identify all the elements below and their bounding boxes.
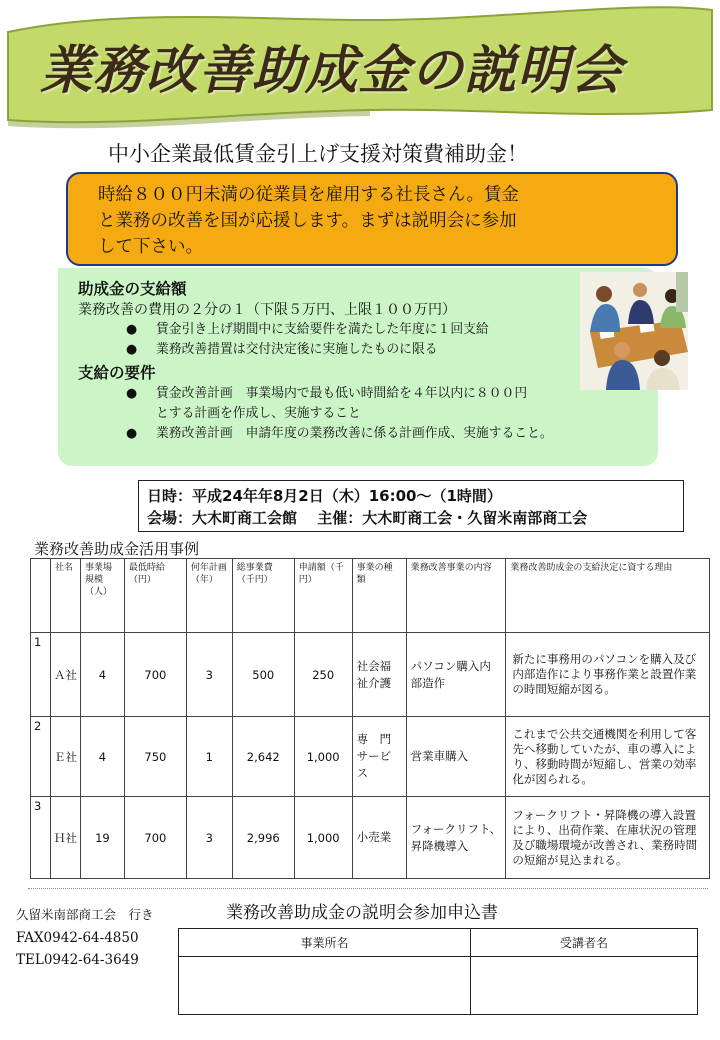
table-row — [31, 797, 710, 879]
attendee-name-header: 受講者名 — [471, 929, 698, 957]
grant-info-box — [58, 268, 658, 466]
recipient: 久留米南部商工会 行き — [16, 907, 154, 922]
total-cost-value: 2,642 — [232, 717, 294, 797]
header-requested: 申請額（千円） — [294, 559, 352, 633]
min-wage-value: 700 — [124, 797, 186, 879]
company-name: Ａ社 — [50, 633, 80, 717]
application-form-table — [178, 928, 698, 1015]
intro-box — [66, 172, 678, 266]
subtitle: 中小企業最低賃金引上げ支援対策費補助金！ — [108, 142, 528, 166]
header-company: 社名 — [50, 559, 80, 633]
examples-title: 業務改善助成金活用事例 — [34, 540, 200, 558]
page-title: 業務改善助成金の説明会 — [40, 41, 624, 101]
row-number: 3 — [31, 797, 51, 879]
company-name: Ｅ社 — [50, 717, 80, 797]
table-row — [31, 717, 710, 797]
years-value: 3 — [186, 633, 232, 717]
content-value: フォークリフト、昇降機導入 — [406, 797, 506, 879]
requested-value: 1,000 — [294, 797, 352, 879]
examples-table — [30, 558, 710, 879]
header-years: 何年計画（年） — [186, 559, 232, 633]
content-value: パソコン購入内部造作 — [406, 633, 506, 717]
industry-value: 専 門サービス — [352, 717, 406, 797]
header-size: 事業場規模（人） — [80, 559, 124, 633]
grant-bullet: ● 賃金引き上げ期間中に支給要件を満たした年度に１回支給 — [78, 320, 644, 340]
header-total-cost: 総事業費（千円） — [232, 559, 294, 633]
requirement-bullet-continuation: とする計画を作成し、実施すること — [156, 406, 361, 421]
cut-line — [28, 888, 708, 889]
reason-value: フォークリフト・昇降機の導入設置により、出荷作業、在庫状況の管理及び職場環境が改善され、業務時間の短縮が見込まれる。 — [506, 797, 710, 879]
size-value: 19 — [80, 797, 124, 879]
grant-amount-heading: 助成金の支給額 — [78, 280, 187, 298]
meeting-illustration — [580, 272, 688, 390]
total-cost-value: 2,996 — [232, 797, 294, 879]
event-info-box — [138, 480, 684, 532]
size-value: 4 — [80, 633, 124, 717]
intro-line: と業務の改善を国が応援します。まずは説明会に参加 — [98, 211, 517, 231]
requirement-bullet: ● 業務改善計画 申請年度の業務改善に係る計画作成、実施すること。 — [78, 424, 644, 444]
banner — [0, 0, 720, 130]
intro-line: 時給８００円未満の従業員を雇用する社長さん。賃金 — [98, 185, 520, 205]
content-value: 営業車購入 — [406, 717, 506, 797]
requested-value: 250 — [294, 633, 352, 717]
header-reason: 業務改善助成金の支給決定に資する理由 — [506, 559, 710, 633]
industry-value: 社会福祉介護 — [352, 633, 406, 717]
requested-value: 1,000 — [294, 717, 352, 797]
requirement-bullet: ● 賃金改善計画 事業場内で最も低い時間給を４年以内に８００円 — [78, 384, 644, 404]
intro-line: して下さい。 — [98, 237, 203, 257]
attendee-name-field[interactable] — [471, 957, 698, 1015]
office-name-field[interactable] — [179, 957, 471, 1015]
reason-value: これまで公共交通機関を利用して客先へ移動していたが、車の導入により、移動時間が短縮し、営業の効率化が図られる。 — [506, 717, 710, 797]
reason-value: 新たに事務用のパソコンを購入及び内部造作により事務作業と設置作業の時間短縮が図る。 — [506, 633, 710, 717]
min-wage-value: 750 — [124, 717, 186, 797]
grant-bullet: ● 業務改善措置は交付決定後に実施したものに限る — [78, 340, 644, 360]
header-industry: 事業の種類 — [352, 559, 406, 633]
years-value: 1 — [186, 717, 232, 797]
application-title: 業務改善助成金の説明会参加申込書 — [226, 903, 498, 923]
size-value: 4 — [80, 717, 124, 797]
total-cost-value: 500 — [232, 633, 294, 717]
header-no — [31, 559, 51, 633]
company-name: Ｈ社 — [50, 797, 80, 879]
requirements-heading: 支給の要件 — [78, 364, 156, 382]
row-number: 2 — [31, 717, 51, 797]
fax-number: FAX0942-64-4850 — [16, 930, 139, 946]
years-value: 3 — [186, 797, 232, 879]
tel-number: TEL0942-64-3649 — [16, 952, 139, 968]
header-content: 業務改善事業の内容 — [406, 559, 506, 633]
industry-value: 小売業 — [352, 797, 406, 879]
header-min-wage: 最低時給（円） — [124, 559, 186, 633]
min-wage-value: 700 — [124, 633, 186, 717]
table-row — [31, 633, 710, 717]
table-header-row — [31, 559, 710, 633]
event-datetime: 日時：平成24年年8月2日（木）16:00～（1時間） — [147, 487, 502, 505]
row-number: 1 — [31, 633, 51, 717]
grant-amount-text: 業務改善の費用の２分の１（下限５万円、上限１００万円） — [78, 302, 456, 318]
event-venue: 会場：大木町商工会館 主催：大木町商工会・久留米南部商工会 — [147, 509, 588, 527]
office-name-header: 事業所名 — [179, 929, 471, 957]
